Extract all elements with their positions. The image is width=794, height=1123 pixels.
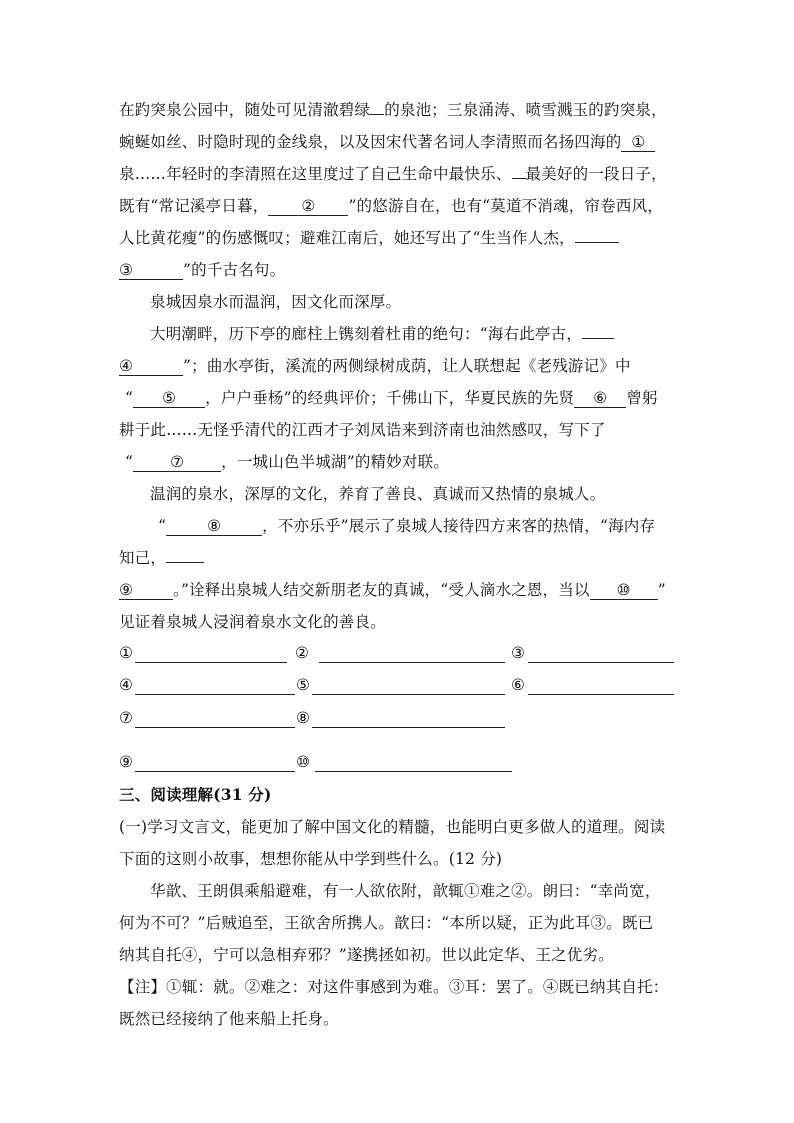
answer-field-5[interactable] [312, 676, 505, 695]
text: ”的千古名句。 [183, 261, 286, 279]
blank-9-start [166, 562, 204, 563]
blank-10: ⑩ [590, 581, 658, 600]
answer-field-9[interactable] [135, 753, 295, 772]
answer-label-2: ② [295, 644, 309, 662]
text: ”；曲水亭街，溪流的两侧绿树成荫，让人联想起《老残游记》中 [183, 357, 631, 375]
answer-label-5: ⑤ [296, 676, 310, 694]
passage-line [119, 388, 658, 408]
passage-line [119, 228, 619, 248]
answer-field-4[interactable] [135, 676, 295, 695]
passage-line [150, 292, 401, 312]
passage-line [119, 164, 667, 184]
passage-line [119, 356, 631, 376]
answer-label-9: ⑨ [119, 753, 133, 771]
answer-field-3[interactable] [528, 644, 674, 663]
passage-line [119, 420, 606, 440]
text: “ [125, 453, 134, 471]
note-line: 【注】①辄：就。②难之：对这件事感到为难。③耳：罢了。④既已纳其自托： [119, 978, 669, 996]
story-line: 纳其自托④，宁可以急相弃邪？”遂携拯如初。世以此定华、王之优劣。 [119, 946, 614, 964]
section-intro: (一)学习文言文，能更加了解中国文化的精髓，也能明白更多做人的道理。阅读 [119, 818, 666, 836]
passage-line [119, 132, 655, 152]
blank-1: ① [621, 133, 655, 152]
section-intro: 下面的这则小故事，想想你能从中学到些什么。(12 分) [119, 850, 503, 868]
passage-line [158, 516, 655, 536]
passage-line [119, 452, 449, 472]
passage-line [119, 196, 663, 216]
answer-field-10[interactable] [315, 753, 512, 772]
text: “ [125, 389, 134, 407]
answer-field-8[interactable] [312, 709, 505, 728]
text: 曾躬 [626, 389, 658, 407]
passage-line [119, 612, 386, 632]
story-line: 华歆、王朗俱乘船避难，有一人欲依附，歆辄①难之②。朗曰：“幸尚宽， [150, 882, 661, 900]
blank-3-start [575, 242, 619, 243]
answer-row [119, 753, 679, 773]
answer-row [119, 709, 679, 729]
passage-line [119, 548, 204, 568]
answer-label-10: ⑩ [296, 753, 310, 771]
blank-8: ⑧ [166, 517, 262, 536]
text: 泉城因泉水而温润，因文化而深厚。 [150, 293, 402, 311]
text: ，不亦乐乎”展示了泉城人接待四方来客的热情，“海内存 [262, 517, 656, 535]
blank-9: ⑨ [119, 581, 173, 600]
text: 温润的泉水，深厚的文化，养育了善良、真诚而又热情的泉城人。 [150, 485, 606, 503]
answer-label-4: ④ [119, 676, 133, 694]
blank-2: ② [268, 197, 348, 216]
text: 人比黄花瘦”的伤感慨叹；避难江南后，她还写出了“生当作人杰， [119, 229, 575, 247]
blank-7: ⑦ [133, 453, 221, 472]
blank-3: ③ [119, 261, 183, 280]
text: 见证着泉城人浸润着泉水文化的善良。 [119, 613, 386, 631]
text: ”的悠游自在，也有“莫道不消魂，帘卷西风， [348, 197, 663, 215]
text: 的泉池；三泉涌涛、喷雪溅玉的趵突泉， [384, 101, 667, 119]
note-line: 既然已经接纳了他来船上托身。 [119, 1010, 339, 1028]
text: 最美好的一段日子， [525, 165, 667, 183]
answer-label-6: ⑥ [511, 676, 525, 694]
passage-line [150, 484, 605, 504]
answer-row [119, 644, 679, 664]
text: ，户户垂杨”的经典评价；千佛山下，华夏民族的先贤 [205, 389, 575, 407]
text: 知己， [119, 549, 167, 567]
filler-blank [370, 114, 384, 115]
blank-4: ④ [119, 357, 183, 376]
answer-row [119, 676, 679, 696]
story-line: 何为不可？”后贼追至，王欲舍所携人。歆曰：“本所以疑，正为此耳③。既已 [119, 914, 654, 932]
filler-blank [512, 178, 526, 179]
answer-field-2[interactable] [319, 644, 505, 663]
text: 耕于此……无怪乎清代的江西才子刘凤诰来到济南也油然感叹，写下了 [119, 421, 606, 439]
answer-field-1[interactable] [135, 644, 287, 663]
passage-line [119, 580, 666, 600]
passage-line [150, 324, 614, 344]
text: 。”诠释出泉城人结交新朋老友的真诚，“受人滴水之恩，当以 [173, 581, 590, 599]
text: 蜿蜒如丝、时隐时现的金线泉，以及因宋代著名词人李清照而名扬四海的 [119, 133, 622, 151]
section-heading: 三、阅读理解(31 分) [119, 785, 272, 804]
text: 泉……年轻时的李清照在这里度过了自己生命中最快乐、 [119, 165, 512, 183]
answer-label-3: ③ [511, 644, 525, 662]
text: 大明潮畔，历下亭的廊柱上镌刻着杜甫的绝句：“海右此亭古， [150, 325, 583, 343]
answer-label-1: ① [119, 644, 133, 662]
passage-line [119, 100, 667, 120]
answer-label-8: ⑧ [296, 709, 310, 727]
blank-5: ⑤ [133, 389, 205, 408]
text: ” [657, 581, 666, 599]
answer-field-7[interactable] [135, 709, 295, 728]
blank-4-start [582, 338, 614, 339]
text: ，一城山色半城湖”的精妙对联。 [221, 453, 450, 471]
answer-label-7: ⑦ [119, 709, 133, 727]
passage-line [119, 260, 285, 280]
text: 既有“常记溪亭日暮， [119, 197, 269, 215]
text: 在趵突泉公园中，随处可见清澈碧绿 [119, 101, 371, 119]
text: “ [158, 517, 167, 535]
blank-6: ⑥ [574, 389, 626, 408]
answer-field-6[interactable] [528, 676, 674, 695]
